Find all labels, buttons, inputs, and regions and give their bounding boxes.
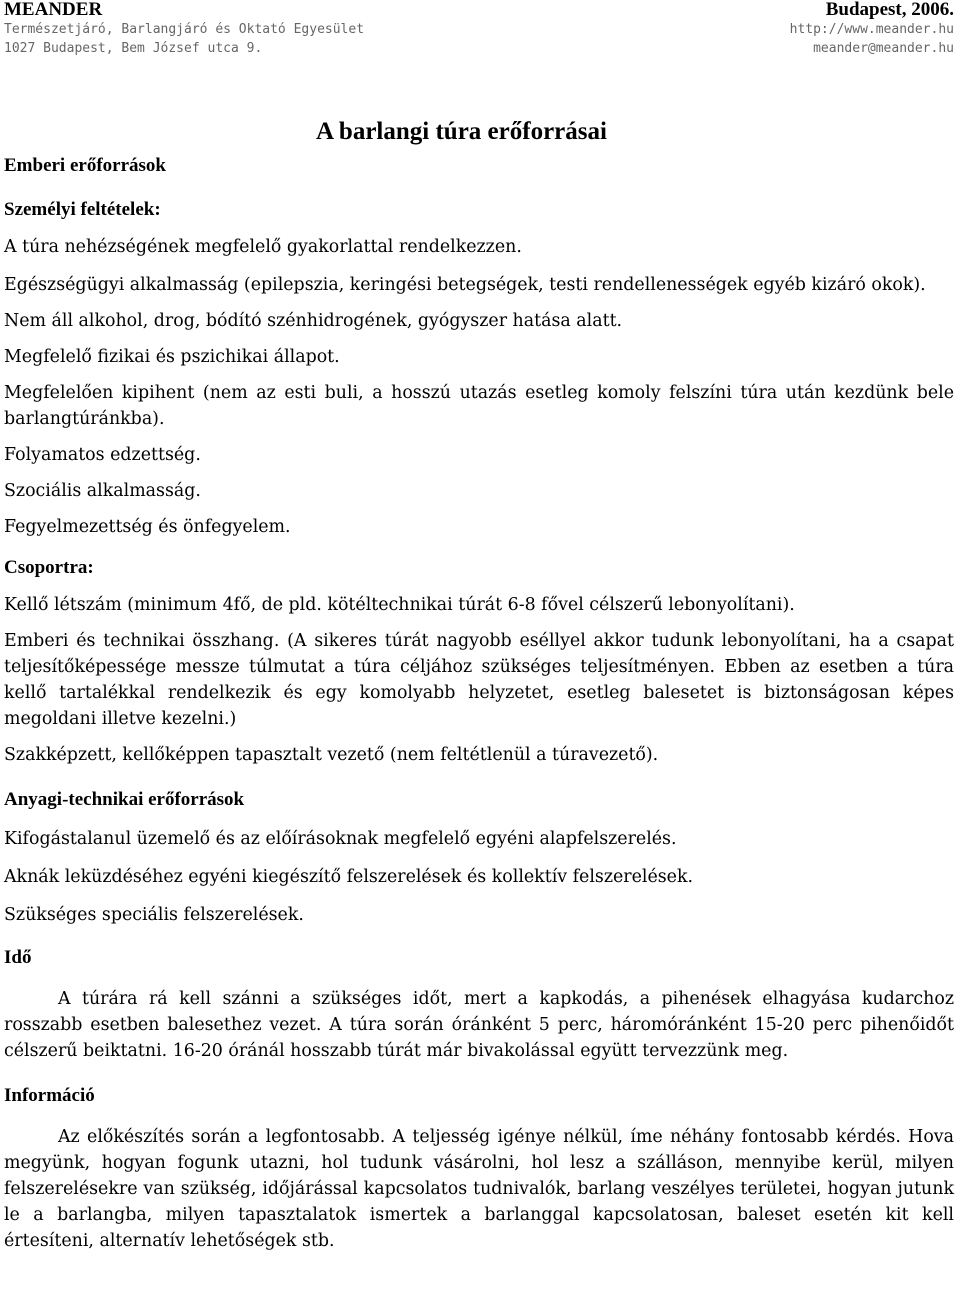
section-heading-human-resources: Emberi erőforrások <box>4 155 166 176</box>
email-link[interactable]: meander@meander.hu <box>813 41 954 56</box>
section-heading-information: Információ <box>4 1085 95 1106</box>
personal-item: Megfelelő fizikai és pszichikai állapot. <box>4 347 340 367</box>
information-paragraph: Az előkészítés során a legfontosabb. A teljesség igénye nélkül, íme néhány fontosabb kérdés. Hova megyünk, hogyan fogunk utazni, hol tudunk vásárolni, hol lesz a szálláson, mennyibe kerül, milyen felszerelésekre van szükség, időjárással kapcsolatos tudnivalók, barlang veszélyes területei, hogyan jutunk le a barlangba, milyen tapasztalatok ismertek a barlanggal kapcsolatosan, baleset esetén kit kell értesíteni, alternatív lehetőségek stb. <box>4 1127 954 1251</box>
time-paragraph: A túrára rá kell szánni a szükséges időt, mert a kapkodás, a pihenések elhagyása kudarchoz rosszabb esetben balesethez vezet. A túra során óránként 5 perc, háromóránként 15-20 perc pihenőidőt célszerű beiktatni. 16-20 óránál hosszabb túrát már bivakolással együtt tervezzünk meg. <box>4 989 954 1061</box>
subheading-group: Csoportra: <box>4 557 94 578</box>
header-left <box>4 0 364 58</box>
personal-item: Nem áll alkohol, drog, bódító szénhidrogének, gyógyszer hatása alatt. <box>4 311 623 331</box>
personal-item: A túra nehézségének megfelelő gyakorlattal rendelkezzen. <box>4 237 522 257</box>
org-description: Természetjáró, Barlangjáró és Oktató Egyesület <box>4 22 365 37</box>
website-link[interactable]: http://www.meander.hu <box>789 22 954 37</box>
section-heading-time: Idő <box>4 947 32 968</box>
section-heading-material-resources: Anyagi-technikai erőforrások <box>4 789 245 810</box>
personal-item: Szociális alkalmasság. <box>4 481 201 501</box>
page-title: A barlangi túra erőforrásai <box>316 117 607 145</box>
material-item: Aknák leküzdéséhez egyéni kiegészítő felszerelések és kollektív felszerelések. <box>4 867 694 887</box>
personal-item: Egészségügyi alkalmasság (epilepszia, keringési betegségek, testi rendellenességek egyéb kizáró okok). <box>4 275 926 295</box>
org-name: MEANDER <box>4 0 103 20</box>
personal-item: Megfelelően kipihent (nem az esti buli, a hosszú utazás esetleg komoly felszíni túra után kezdünk bele barlangtúránkba). <box>4 383 954 429</box>
subheading-personal: Személyi feltételek: <box>4 199 161 220</box>
header-right <box>790 0 954 58</box>
personal-item: Fegyelmezettség és önfegyelem. <box>4 517 291 537</box>
document-body <box>4 152 954 1254</box>
org-address: 1027 Budapest, Bem József utca 9. <box>4 41 263 56</box>
group-item: Emberi és technikai összhang. (A sikeres túrát nagyobb eséllyel akkor tudunk lebonyolítani, ha a csapat teljesítőképessége messze túlmutat a túra céljához szükséges teljesítményen. Ebben az esetben a túra kellő tartalékkal rendelkezik és egy komolyabb helyzetet, esetleg balesetet is biztonságosan képes megoldani illetve kezelni.) <box>4 631 954 729</box>
personal-item: Folyamatos edzettség. <box>4 445 201 465</box>
group-item: Szakképzett, kellőképpen tapasztalt vezető (nem feltétlenül a túravezető). <box>4 745 659 765</box>
group-item: Kellő létszám (minimum 4fő, de pld. kötéltechnikai túrát 6-8 fővel célszerű lebonyolítani). <box>4 595 795 615</box>
place-date: Budapest, 2006. <box>825 0 954 20</box>
material-item: Kifogástalanul üzemelő és az előírásoknak megfelelő egyéni alapfelszerelés. <box>4 829 677 849</box>
material-item: Szükséges speciális felszerelések. <box>4 905 304 925</box>
